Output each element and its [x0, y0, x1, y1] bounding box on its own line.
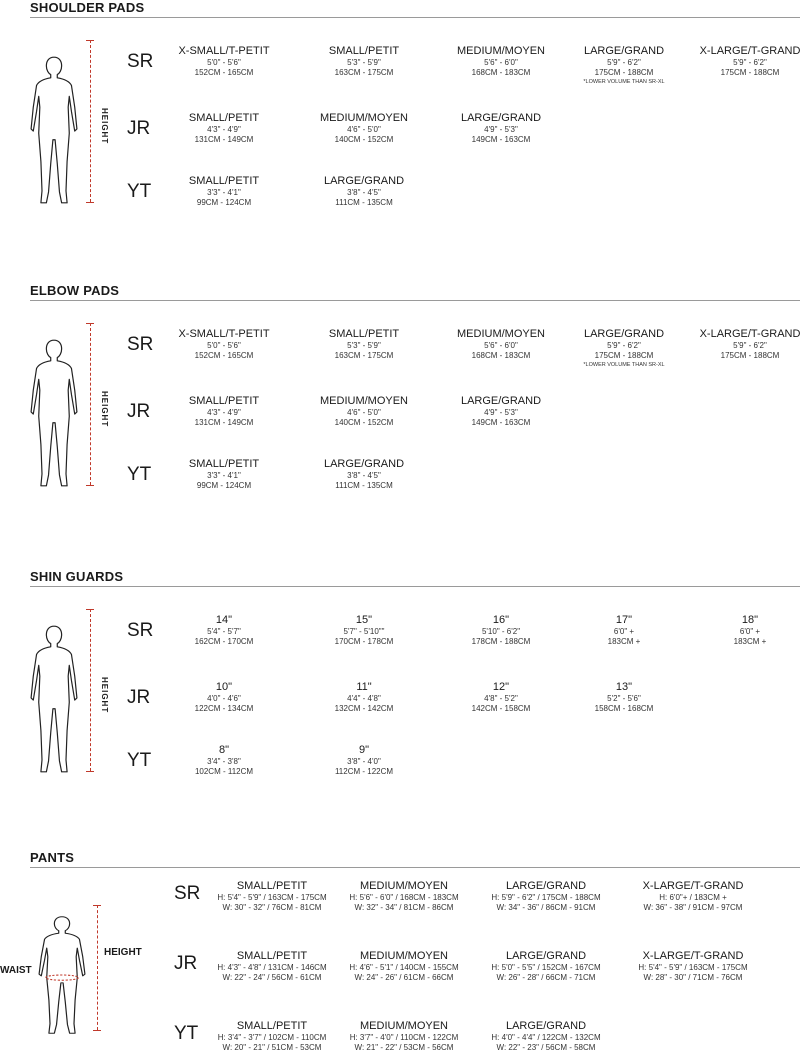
size-cell [643, 880, 744, 913]
size-name: MEDIUM/MOYEN [320, 112, 408, 124]
section-shin-guards [0, 569, 800, 844]
size-range-secondary: 152CM - 165CM [194, 68, 254, 77]
size-range-primary: 5'6" - 6'0" [484, 341, 518, 350]
height-tick [86, 202, 94, 203]
size-cell [189, 458, 259, 491]
size-name: LARGE/GRAND [323, 175, 405, 187]
size-name: X-SMALL/T-PETIT [178, 45, 270, 57]
size-name: X-LARGE/T-GRAND [642, 950, 744, 962]
size-cell [457, 45, 545, 78]
size-range-secondary: 183CM + [607, 637, 641, 646]
height-tick [86, 485, 94, 486]
size-range-secondary: 99CM - 124CM [196, 481, 252, 490]
size-cell [195, 681, 254, 714]
row-label-jr: JR [127, 687, 151, 708]
row-label-sr: SR [127, 334, 154, 355]
size-cell [189, 175, 259, 208]
size-cell [595, 681, 654, 714]
size-name: MEDIUM/MOYEN [360, 880, 448, 892]
size-range-primary: H: 5'4" - 5'9" / 163CM - 175CM [217, 893, 327, 902]
size-name: 9" [358, 744, 370, 756]
size-range-primary: 5'6" - 6'0" [484, 58, 518, 67]
size-range-secondary: W: 28" - 30" / 71CM - 76CM [643, 973, 743, 982]
section-shoulder-pads [0, 0, 800, 275]
size-range-primary: 3'3" - 4'1" [207, 188, 241, 197]
size-range-secondary: W: 22" - 23" / 56CM - 58CM [496, 1043, 596, 1052]
size-range-secondary: 140CM - 152CM [334, 418, 394, 427]
size-name: 12" [492, 681, 510, 693]
size-cell [324, 458, 404, 491]
section-title: SHOULDER PADS [30, 0, 145, 15]
row-label-jr: JR [174, 953, 198, 974]
size-cell [491, 950, 600, 983]
size-range-secondary: 168CM - 183CM [471, 68, 531, 77]
size-name: SMALL/PETIT [188, 175, 260, 187]
size-range-primary: 4'6" - 5'0" [347, 125, 381, 134]
size-name: LARGE/GRAND [460, 112, 542, 124]
size-range-primary: H: 5'9" - 6'2" / 175CM - 188CM [491, 893, 601, 902]
row-label-sr: SR [174, 883, 201, 904]
size-range-primary: H: 5'4" - 5'9" / 163CM - 175CM [638, 963, 748, 972]
section-elbow-pads [0, 283, 800, 558]
size-range-primary: 6'0" + [739, 627, 761, 636]
size-range-secondary: 122CM - 134CM [194, 704, 254, 713]
size-cell [335, 614, 394, 647]
row-label-jr: JR [127, 118, 151, 139]
size-name: SMALL/PETIT [236, 950, 308, 962]
size-range-primary: H: 4'6" - 5'1" / 140CM - 155CM [349, 963, 459, 972]
size-name: 13" [615, 681, 633, 693]
size-cell [734, 614, 767, 647]
size-range-primary: 3'3" - 4'1" [207, 471, 241, 480]
size-range-primary: 5'9" - 6'2" [607, 58, 641, 67]
size-cell [324, 175, 404, 208]
human-silhouette-icon [30, 338, 78, 488]
size-name: MEDIUM/MOYEN [320, 395, 408, 407]
size-range-secondary: W: 21" - 22" / 53CM - 56CM [354, 1043, 454, 1052]
size-cell [195, 744, 253, 777]
size-cell [349, 950, 458, 983]
size-name: MEDIUM/MOYEN [457, 45, 545, 57]
size-name: X-LARGE/T-GRAND [699, 328, 800, 340]
human-silhouette-icon [30, 55, 78, 205]
size-range-secondary: 175CM - 188CM [594, 351, 654, 360]
size-range-secondary: 132CM - 142CM [334, 704, 394, 713]
size-note: *LOWER VOLUME THAN SR-XL [583, 362, 665, 368]
row-label-sr: SR [127, 51, 154, 72]
size-range-primary: 3'4" - 3'8" [207, 757, 241, 766]
size-range-secondary: W: 34" - 36" / 86CM - 91CM [496, 903, 596, 912]
size-name: X-SMALL/T-PETIT [178, 328, 270, 340]
size-cell [583, 45, 664, 86]
size-cell [178, 45, 269, 78]
size-name: LARGE/GRAND [583, 328, 665, 340]
height-tick [93, 1030, 101, 1031]
size-range-secondary: 149CM - 163CM [471, 135, 531, 144]
size-cell [189, 395, 259, 428]
row-label-yt: YT [127, 181, 152, 202]
size-cell [217, 880, 326, 913]
size-range-primary: 4'0" - 4'6" [207, 694, 241, 703]
size-range-secondary: 163CM - 175CM [334, 351, 394, 360]
size-name: LARGE/GRAND [583, 45, 665, 57]
waist-marker [46, 975, 79, 980]
size-range-primary: 4'3" - 4'9" [207, 408, 241, 417]
size-cell [217, 950, 326, 983]
size-range-secondary: 142CM - 158CM [471, 704, 531, 713]
size-range-primary: 6'0" + [613, 627, 635, 636]
size-range-secondary: 111CM - 135CM [335, 198, 393, 207]
size-cell [329, 328, 399, 361]
size-range-primary: H: 5'0" - 5'5" / 152CM - 167CM [491, 963, 601, 972]
section-divider [30, 300, 800, 301]
size-name: 14" [215, 614, 233, 626]
size-range-secondary: 131CM - 149CM [194, 135, 254, 144]
size-name: LARGE/GRAND [323, 458, 405, 470]
size-range-primary: 5'3" - 5'9" [347, 58, 381, 67]
human-silhouette-icon [38, 915, 86, 1035]
size-cell [189, 112, 259, 145]
height-tick [86, 323, 94, 324]
size-range-secondary: W: 24" - 26" / 61CM - 66CM [354, 973, 454, 982]
size-range-secondary: 168CM - 183CM [471, 351, 531, 360]
size-range-primary: 5'0" - 5'6" [207, 341, 241, 350]
size-name: MEDIUM/MOYEN [457, 328, 545, 340]
height-tick [86, 771, 94, 772]
size-name: SMALL/PETIT [188, 458, 260, 470]
size-name: 18" [741, 614, 759, 626]
size-cell [472, 614, 531, 647]
size-cell [178, 328, 269, 361]
size-range-primary: 4'4" - 4'8" [347, 694, 381, 703]
height-label: HEIGHT [100, 391, 109, 428]
size-name: X-LARGE/T-GRAND [699, 45, 800, 57]
size-range-secondary: W: 26" - 28" / 66CM - 71CM [496, 973, 596, 982]
height-tick [86, 609, 94, 610]
size-range-primary: 5'0" - 5'6" [207, 58, 241, 67]
size-cell [700, 328, 800, 361]
size-name: X-LARGE/T-GRAND [642, 880, 744, 892]
size-cell [583, 328, 664, 369]
size-range-secondary: 162CM - 170CM [194, 637, 254, 646]
size-cell [335, 681, 394, 714]
row-label-yt: YT [127, 750, 152, 771]
height-line [90, 323, 91, 485]
size-range-secondary: 175CM - 188CM [720, 68, 780, 77]
row-label-jr: JR [127, 401, 151, 422]
section-title: PANTS [30, 850, 75, 865]
size-range-primary: 4'3" - 4'9" [207, 125, 241, 134]
size-name: SMALL/PETIT [188, 112, 260, 124]
size-name: 8" [218, 744, 230, 756]
size-range-primary: H: 3'4" - 3'7" / 102CM - 110CM [217, 1033, 327, 1042]
size-cell [350, 1020, 459, 1053]
row-label-yt: YT [127, 464, 152, 485]
height-line [97, 905, 98, 1030]
size-name: SMALL/PETIT [328, 328, 400, 340]
size-range-secondary: 131CM - 149CM [194, 418, 254, 427]
section-pants [0, 850, 800, 1058]
size-range-secondary: 140CM - 152CM [334, 135, 394, 144]
height-line [90, 40, 91, 202]
size-name: LARGE/GRAND [505, 950, 587, 962]
size-name: 11" [356, 681, 372, 693]
height-line [90, 609, 91, 771]
size-range-secondary: 149CM - 163CM [471, 418, 531, 427]
height-label: HEIGHT [100, 108, 109, 145]
size-range-secondary: 152CM - 165CM [194, 351, 254, 360]
section-divider [30, 17, 800, 18]
size-name: SMALL/PETIT [236, 880, 308, 892]
size-range-secondary: 163CM - 175CM [334, 68, 394, 77]
size-cell [461, 112, 541, 145]
size-cell [608, 614, 641, 647]
size-range-secondary: 175CM - 188CM [594, 68, 654, 77]
size-name: MEDIUM/MOYEN [360, 1020, 448, 1032]
section-title: ELBOW PADS [30, 283, 120, 298]
size-cell [700, 45, 800, 78]
size-range-primary: H: 6'0"+ / 183CM + [659, 893, 727, 902]
size-cell [472, 681, 531, 714]
size-cell [195, 614, 254, 647]
size-cell [335, 744, 393, 777]
size-range-primary: 5'9" - 6'2" [733, 341, 767, 350]
height-label: HEIGHT [104, 947, 142, 958]
size-range-primary: 5'9" - 6'2" [607, 341, 641, 350]
size-cell [320, 395, 408, 428]
size-range-primary: 5'7" - 5'10"" [343, 627, 385, 636]
human-silhouette-icon [30, 624, 78, 774]
size-range-secondary: W: 32" - 34" / 81CM - 86CM [354, 903, 454, 912]
size-range-primary: 4'9" - 5'3" [484, 408, 518, 417]
size-range-primary: 5'9" - 6'2" [733, 58, 767, 67]
size-range-secondary: 112CM - 122CM [334, 767, 394, 776]
size-range-primary: 4'9" - 5'3" [484, 125, 518, 134]
size-range-primary: 5'4" - 5'7" [207, 627, 241, 636]
size-range-secondary: W: 22" - 24" / 56CM - 61CM [222, 973, 322, 982]
size-range-primary: 3'8" - 4'0" [347, 757, 381, 766]
size-name: SMALL/PETIT [188, 395, 260, 407]
size-name: 16" [492, 614, 510, 626]
size-range-primary: 3'8" - 4'5" [347, 471, 381, 480]
size-cell [638, 950, 747, 983]
size-range-secondary: W: 30" - 32" / 76CM - 81CM [222, 903, 322, 912]
size-range-secondary: 178CM - 188CM [471, 637, 531, 646]
size-cell [349, 880, 458, 913]
size-range-secondary: 99CM - 124CM [196, 198, 252, 207]
height-tick [86, 40, 94, 41]
section-title: SHIN GUARDS [30, 569, 124, 584]
size-cell [491, 880, 600, 913]
size-cell [218, 1020, 327, 1053]
size-name: SMALL/PETIT [236, 1020, 308, 1032]
size-range-secondary: W: 20" - 21" / 51CM - 53CM [222, 1043, 322, 1052]
size-cell [457, 328, 545, 361]
size-range-primary: 5'3" - 5'9" [347, 341, 381, 350]
size-range-primary: 5'10" - 6'2" [481, 627, 521, 636]
size-note: *LOWER VOLUME THAN SR-XL [583, 79, 665, 85]
size-range-primary: 4'6" - 5'0" [347, 408, 381, 417]
size-range-secondary: 158CM - 168CM [594, 704, 654, 713]
size-range-secondary: 183CM + [733, 637, 767, 646]
size-range-secondary: 170CM - 178CM [334, 637, 394, 646]
size-name: LARGE/GRAND [460, 395, 542, 407]
row-label-yt: YT [174, 1023, 199, 1044]
size-range-secondary: W: 36" - 38" / 91CM - 97CM [643, 903, 743, 912]
size-name: SMALL/PETIT [328, 45, 400, 57]
size-range-primary: 5'2" - 5'6" [607, 694, 641, 703]
size-range-secondary: 102CM - 112CM [194, 767, 254, 776]
size-name: MEDIUM/MOYEN [360, 950, 448, 962]
size-name: 10" [215, 681, 233, 693]
size-range-primary: H: 4'3" - 4'8" / 131CM - 146CM [217, 963, 327, 972]
size-range-primary: 3'8" - 4'5" [347, 188, 381, 197]
size-name: LARGE/GRAND [505, 1020, 587, 1032]
size-range-primary: 4'8" - 5'2" [484, 694, 518, 703]
size-range-primary: H: 4'0" - 4'4" / 122CM - 132CM [491, 1033, 601, 1042]
size-range-secondary: 175CM - 188CM [720, 351, 780, 360]
size-cell [491, 1020, 600, 1053]
row-label-sr: SR [127, 620, 154, 641]
size-name: 17" [615, 614, 633, 626]
size-range-primary: H: 5'6" - 6'0" / 168CM - 183CM [349, 893, 459, 902]
size-name: LARGE/GRAND [505, 880, 587, 892]
size-range-primary: H: 3'7" - 4'0" / 110CM - 122CM [349, 1033, 459, 1042]
size-cell [329, 45, 399, 78]
section-divider [30, 867, 800, 868]
size-range-secondary: 111CM - 135CM [335, 481, 393, 490]
waist-label: WAIST [0, 965, 32, 976]
height-tick [93, 905, 101, 906]
size-cell [461, 395, 541, 428]
section-divider [30, 586, 800, 587]
size-name: 15" [355, 614, 373, 626]
size-cell [320, 112, 408, 145]
height-label: HEIGHT [100, 677, 109, 714]
